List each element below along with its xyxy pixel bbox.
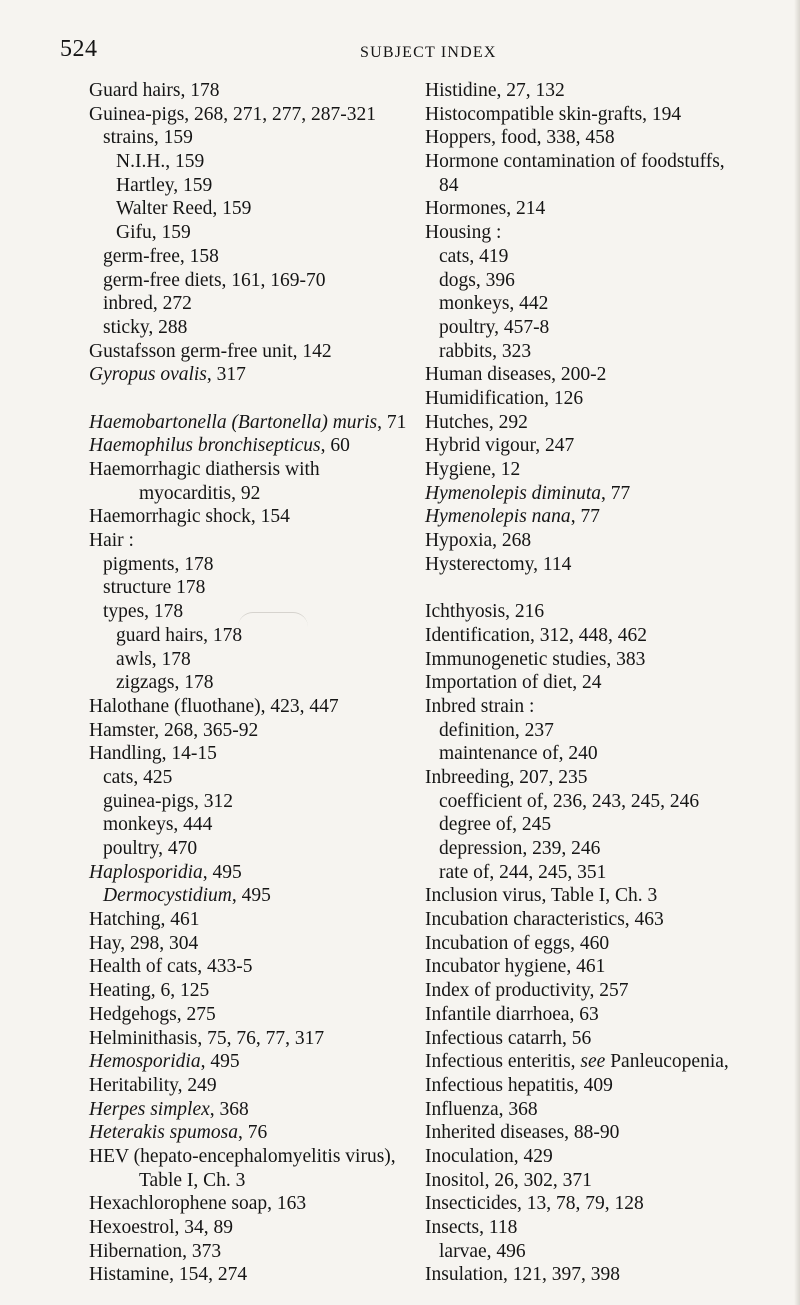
index-subentry: Hartley, 159 <box>116 174 213 196</box>
index-entry: Incubation of eggs, 460 <box>425 932 610 954</box>
index-subentry: dogs, 396 <box>439 269 515 291</box>
page-refs: , 60 <box>320 435 350 457</box>
index-entry: Hedgehogs, 275 <box>89 1003 216 1025</box>
page-refs: , 495 <box>200 1051 240 1073</box>
index-entry: Inherited diseases, 88-90 <box>425 1122 620 1144</box>
page-refs: , 77 <box>570 506 600 528</box>
index-subentry: germ-free diets, 161, 169-70 <box>103 269 326 291</box>
index-entry <box>89 1050 419 1074</box>
index-entry: Hutches, 292 <box>425 411 528 433</box>
section-gap <box>425 576 795 600</box>
index-entry: Histocompatible skin-grafts, 194 <box>425 103 682 125</box>
index-entry: Hysterectomy, 114 <box>425 553 572 575</box>
page-refs: , 317 <box>206 364 246 386</box>
index-subentry: sticky, 288 <box>103 316 188 338</box>
page-refs: , 71 <box>377 411 407 433</box>
index-subentry: Gifu, 159 <box>116 222 191 244</box>
index-entry: Hair : <box>89 530 134 552</box>
taxon-name: Dermocystidium <box>103 885 232 907</box>
index-entry: Infantile diarrhoea, 63 <box>425 1003 599 1025</box>
index-subentry: poultry, 470 <box>103 838 198 859</box>
index-subentry: depression, 239, 246 <box>439 838 601 859</box>
taxon-name: Haplosporidia <box>89 861 203 883</box>
index-entry <box>89 1121 419 1145</box>
index-entry: Infectious hepatitis, 409 <box>425 1074 613 1096</box>
index-entry: Hatching, 461 <box>89 909 200 931</box>
index-column-right <box>425 79 795 1287</box>
index-subentry: inbred, 272 <box>103 293 192 315</box>
index-subentry: degree of, 245 <box>439 814 552 836</box>
index-entry: Helminithasis, 75, 76, 77, 317 <box>89 1027 325 1049</box>
index-entry: Hormone contamination of foodstuffs, <box>425 151 725 173</box>
index-entry: Humidification, 126 <box>425 387 584 409</box>
index-column-left <box>89 79 419 1287</box>
taxon-name: Haemobartonella (Bartonella) muris <box>89 411 378 433</box>
index-entry: Heating, 6, 125 <box>89 980 210 1002</box>
index-entry <box>89 434 419 458</box>
index-subentry: structure 178 <box>103 577 206 599</box>
index-entry <box>89 1098 419 1122</box>
index-entry <box>89 861 419 885</box>
taxon-name: Herpes simplex <box>89 1098 210 1120</box>
index-subentry: pigments, 178 <box>103 553 214 575</box>
index-entry: Human diseases, 200-2 <box>425 364 607 386</box>
index-entry: Halothane (fluothane), 423, 447 <box>89 695 339 717</box>
taxon-name: Hemosporidia <box>89 1051 201 1073</box>
index-subentry: monkeys, 442 <box>439 293 549 315</box>
index-entry: Histidine, 27, 132 <box>425 80 565 101</box>
index-subentry: cats, 419 <box>439 245 509 267</box>
index-entry: Hormones, 214 <box>425 198 546 220</box>
index-entry: Health of cats, 433-5 <box>89 956 253 978</box>
index-entry: Hexachlorophene soap, 163 <box>89 1193 307 1215</box>
index-subentry: types, 178 <box>103 601 184 623</box>
index-entry: Inositol, 26, 302, 371 <box>425 1169 592 1191</box>
index-subentry: awls, 178 <box>116 648 191 670</box>
index-entry <box>425 482 795 506</box>
index-subentry: guinea-pigs, 312 <box>103 790 233 812</box>
index-entry: myocarditis, 92 <box>139 482 261 504</box>
index-entry: Hexoestrol, 34, 89 <box>89 1217 234 1238</box>
index-subentry: N.I.H., 159 <box>116 151 205 173</box>
index-entry: Hypoxia, 268 <box>425 530 532 552</box>
index-entry: Hay, 298, 304 <box>89 932 199 954</box>
taxon-name: Haemophilus bronchisepticus <box>89 435 321 457</box>
index-entry: Hamster, 268, 365-92 <box>89 719 259 741</box>
index-entry: Hygiene, 12 <box>425 459 521 480</box>
index-subentry: guard hairs, 178 <box>116 624 243 646</box>
index-entry: Guinea-pigs, 268, 271, 277, 287-321 <box>89 103 377 125</box>
index-subentry: rate of, 244, 245, 351 <box>439 861 607 883</box>
index-subentry: maintenance of, 240 <box>439 743 598 765</box>
index-entry: Haemorrhagic shock, 154 <box>89 506 290 528</box>
index-entry: Histamine, 154, 274 <box>89 1264 248 1286</box>
index-subentry: cats, 425 <box>103 766 173 788</box>
entry-text: Infectious enteritis, <box>425 1051 581 1073</box>
taxon-name: Gyropus ovalis <box>89 364 207 386</box>
index-entry: Gustafsson germ-free unit, 142 <box>89 340 332 362</box>
page-refs: , 495 <box>231 885 271 907</box>
scan-smudge <box>238 612 308 627</box>
taxon-name: Heterakis spumosa <box>89 1122 238 1144</box>
page-refs: , 368 <box>209 1098 249 1120</box>
page-edge-shadow <box>794 0 800 1305</box>
index-subentry: monkeys, 444 <box>103 814 213 836</box>
index-entry: Identification, 312, 448, 462 <box>425 624 648 646</box>
index-subentry: germ-free, 158 <box>103 245 219 267</box>
index-entry: Guard hairs, 178 <box>89 80 220 101</box>
page-refs: , 77 <box>601 482 631 504</box>
index-subentry <box>89 884 419 908</box>
page-refs: , 495 <box>202 861 242 883</box>
index-entry: Incubation characteristics, 463 <box>425 909 664 931</box>
index-entry: Index of productivity, 257 <box>425 980 629 1002</box>
page-refs: , 76 <box>237 1122 268 1144</box>
index-subentry: poultry, 457-8 <box>439 316 550 338</box>
taxon-name: Hymenolepis nana <box>425 506 571 528</box>
index-entry: Housing : <box>425 222 502 244</box>
section-gap <box>89 387 419 411</box>
index-subentry: Walter Reed, 159 <box>116 198 252 220</box>
index-entry: Immunogenetic studies, 383 <box>425 648 646 670</box>
index-subentry: larvae, 496 <box>439 1240 526 1262</box>
index-subentry: definition, 237 <box>439 719 554 741</box>
index-entry: Inbreeding, 207, 235 <box>425 766 588 788</box>
index-entry: Handling, 14-15 <box>89 743 217 765</box>
index-entry: Table I, Ch. 3 <box>139 1169 246 1191</box>
cross-reference-target: Panleucopenia, <box>605 1051 729 1073</box>
index-entry <box>89 363 419 387</box>
index-entry: Incubator hygiene, 461 <box>425 956 606 978</box>
index-entry: Infectious catarrh, 56 <box>425 1027 592 1049</box>
index-entry <box>425 1050 795 1074</box>
index-subentry: zigzags, 178 <box>116 672 214 694</box>
index-entry: Insects, 118 <box>425 1217 518 1238</box>
index-entry: Inclusion virus, Table I, Ch. 3 <box>425 885 658 907</box>
index-entry: Inoculation, 429 <box>425 1145 553 1167</box>
page-number: 524 <box>60 36 98 62</box>
index-entry: Insulation, 121, 397, 398 <box>425 1264 620 1286</box>
index-entry: Influenza, 368 <box>425 1098 538 1120</box>
index-entry: Ichthyosis, 216 <box>425 601 545 623</box>
index-entry: Importation of diet, 24 <box>425 672 602 694</box>
taxon-name: Hymenolepis diminuta <box>425 482 602 504</box>
index-entry: Heritability, 249 <box>89 1074 217 1096</box>
index-entry: Hibernation, 373 <box>89 1240 222 1262</box>
running-head: SUBJECT INDEX <box>360 44 497 61</box>
index-entry <box>425 505 795 529</box>
index-entry: Inbred strain : <box>425 695 535 717</box>
index-entry: Hybrid vigour, 247 <box>425 435 575 457</box>
index-subentry: strains, 159 <box>103 127 193 149</box>
index-entry: Hoppers, food, 338, 458 <box>425 127 615 149</box>
index-entry: Insecticides, 13, 78, 79, 128 <box>425 1193 644 1215</box>
index-subentry: coefficient of, 236, 243, 245, 246 <box>439 790 700 812</box>
index-subentry: 84 <box>439 174 459 196</box>
index-subentry: rabbits, 323 <box>439 340 532 362</box>
see-reference: see <box>580 1051 606 1073</box>
index-entry: Haemorrhagic diathersis with <box>89 459 320 480</box>
index-entry: HEV (hepato-encephalomyelitis virus), <box>89 1145 396 1167</box>
index-entry <box>89 411 419 435</box>
